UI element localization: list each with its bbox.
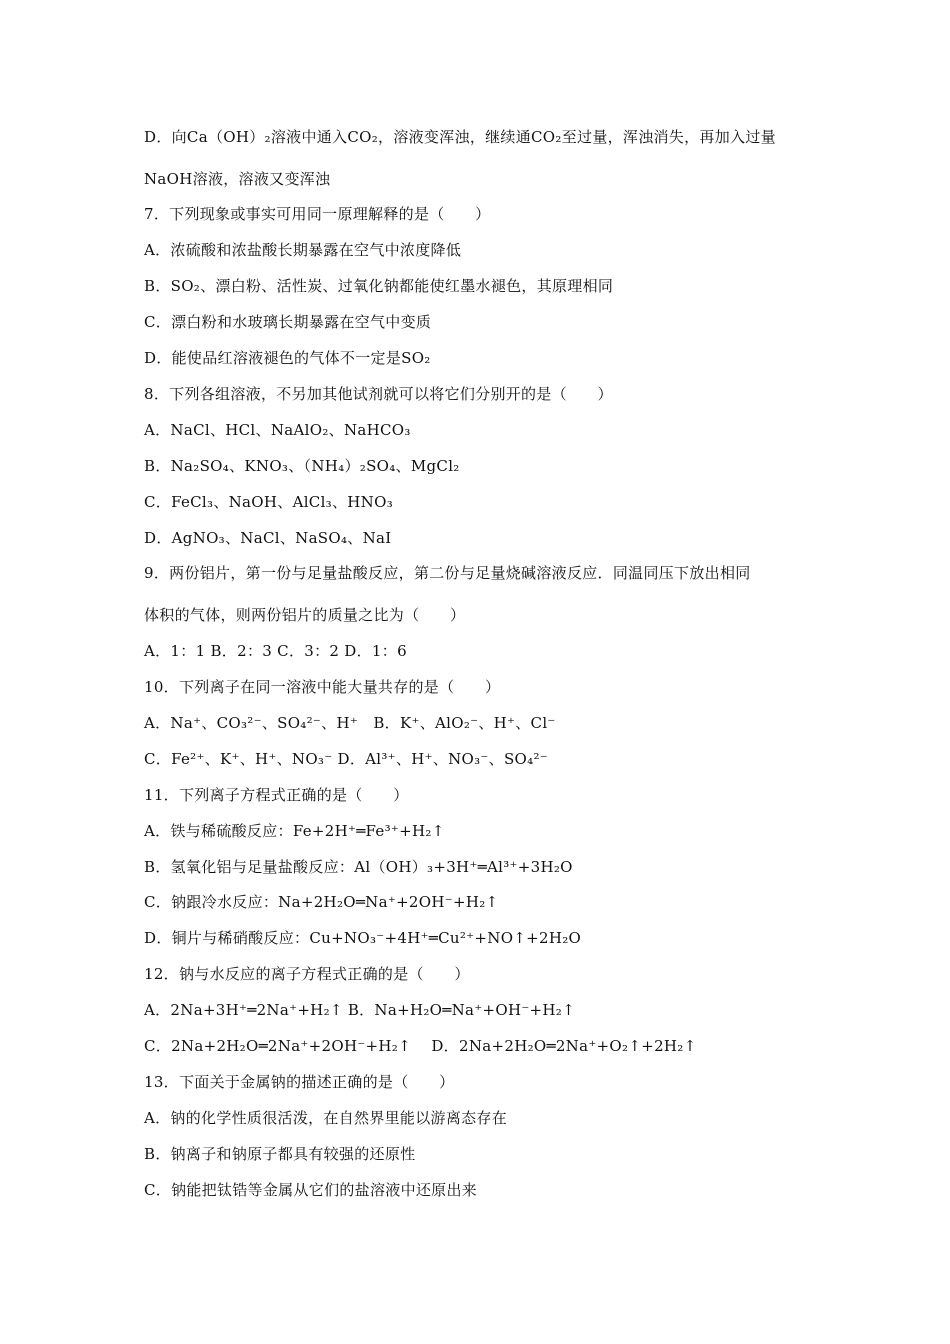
option-line: A．NaCl、HCl、NaAlO₂、NaHCO₃ — [144, 421, 411, 439]
option-line: B．Na₂SO₄、KNO₃、（NH₄）₂SO₄、MgCl₂ — [144, 457, 460, 475]
option-line: C．钠跟冷水反应：Na+2H₂O═Na⁺+2OH⁻+H₂↑ — [144, 893, 499, 911]
question-12-stem: 12．钠与水反应的离子方程式正确的是（ ） — [144, 965, 470, 983]
option-line: C．钠能把钛锆等金属从它们的盐溶液中还原出来 — [144, 1181, 478, 1199]
option-line: B．氢氧化铝与足量盐酸反应：Al（OH）₃+3H⁺═Al³⁺+3H₂O — [144, 858, 573, 876]
option-line: B．SO₂、漂白粉、活性炭、过氧化钠都能使红墨水褪色，其原理相同 — [144, 277, 614, 295]
question-10-stem: 10．下列离子在同一溶液中能大量共存的是（ ） — [144, 678, 501, 696]
option-line: D．铜片与稀硝酸反应：Cu+NO₃⁻+4H⁺═Cu²⁺+NO↑+2H₂O — [144, 929, 582, 947]
option-line: C．2Na+2H₂O═2Na⁺+2OH⁻+H₂↑ D．2Na+2H₂O═2Na⁺+O₂↑+2H₂↑ — [144, 1037, 697, 1055]
option-line: A．铁与稀硫酸反应：Fe+2H⁺═Fe³⁺+H₂↑ — [144, 822, 445, 840]
question-8-stem: 8．下列各组溶液，不另加其他试剂就可以将它们分别开的是（ ） — [144, 385, 613, 403]
question-7-stem: 7．下列现象或事实可用同一原理解释的是（ ） — [144, 205, 491, 223]
option-line: D．能使品红溶液褪色的气体不一定是SO₂ — [144, 349, 431, 367]
option-line: A．钠的化学性质很活泼，在自然界里能以游离态存在 — [144, 1109, 508, 1127]
text-line: NaOH溶液，溶液又变浑浊 — [144, 170, 331, 188]
option-line: B．钠离子和钠原子都具有较强的还原性 — [144, 1145, 416, 1163]
question-9-stem: 9．两份铝片，第一份与足量盐酸反应，第二份与足量烧碱溶液反应．同温同压下放出相同 — [144, 564, 751, 582]
text-line: D．向Ca（OH）₂溶液中通入CO₂，溶液变浑浊，继续通CO₂至过量，浑浊消失，再加入过量 — [144, 128, 776, 146]
option-line: C．FeCl₃、NaOH、AlCl₃、HNO₃ — [144, 493, 394, 511]
option-line: A．Na⁺、CO₃²⁻、SO₄²⁻、H⁺ B．K⁺、AlO₂⁻、H⁺、Cl⁻ — [144, 714, 556, 732]
question-11-stem: 11．下列离子方程式正确的是（ ） — [144, 786, 409, 804]
text-line: 体积的气体，则两份铝片的质量之比为（ ） — [144, 606, 466, 624]
option-line: C．漂白粉和水玻璃长期暴露在空气中变质 — [144, 313, 432, 331]
option-line: A．浓硫酸和浓盐酸长期暴露在空气中浓度降低 — [144, 241, 462, 259]
option-line: C．Fe²⁺、K⁺、H⁺、NO₃⁻ D．Al³⁺、H⁺、NO₃⁻、SO₄²⁻ — [144, 750, 548, 768]
option-line: D．AgNO₃、NaCl、NaSO₄、NaI — [144, 529, 392, 547]
option-line: A．1：1 B．2：3 C．3：2 D．1：6 — [144, 642, 407, 660]
question-13-stem: 13．下面关于金属钠的描述正确的是（ ） — [144, 1073, 455, 1091]
option-line: A．2Na+3H⁺═2Na⁺+H₂↑ B．Na+H₂O═Na⁺+OH⁻+H₂↑ — [144, 1001, 575, 1019]
